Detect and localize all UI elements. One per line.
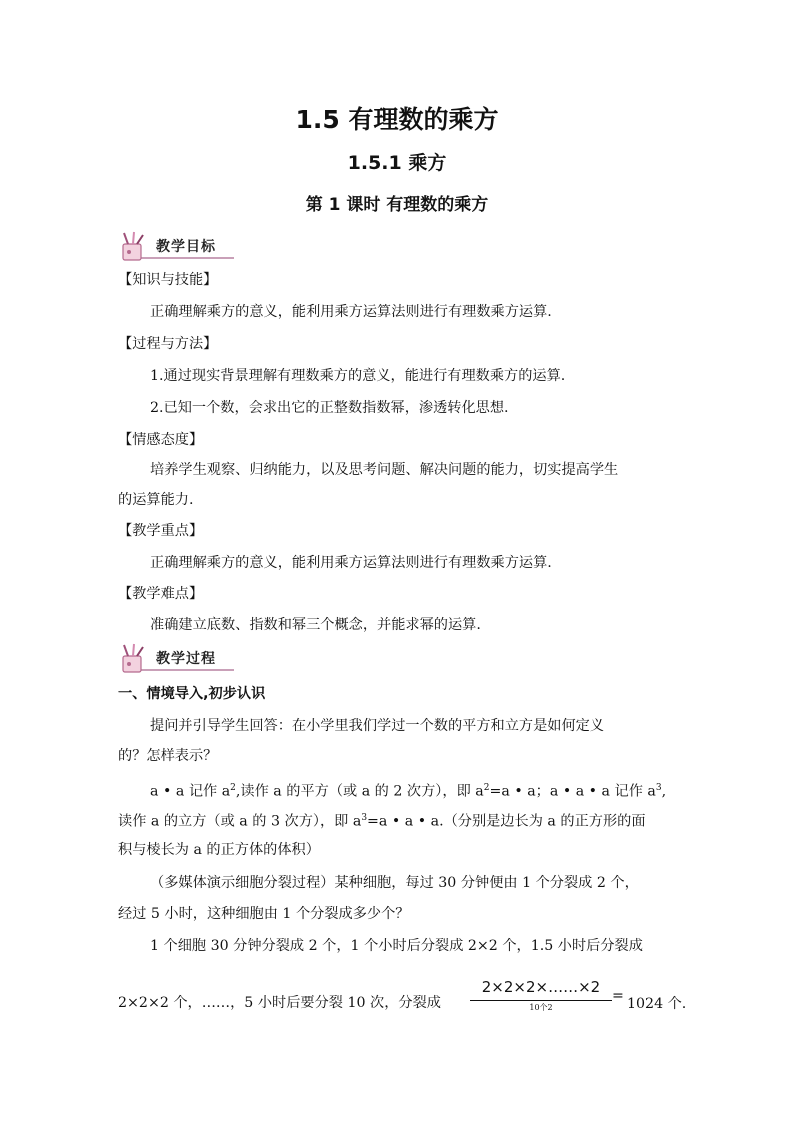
def-text: a • a 记作 a [150,783,231,800]
formula-count-label: 10个2 [529,1003,553,1012]
pencil-cup-icon [118,642,152,676]
formula-numerator: 2×2×2×……×2 [481,978,601,996]
def-text: , [661,783,667,800]
exponent: 3 [655,783,662,793]
def-text: 读作 a 的立方（或 a 的 3 次方），即 a [118,813,362,830]
exponent: 2 [230,783,236,793]
process-banner [118,642,243,676]
focus-label: 【教学重点】 [118,523,204,539]
definition-line-1 [150,778,666,802]
question-line-2: 的？怎样表示？ [118,748,218,764]
pencil-cup-icon [118,230,152,264]
banner-label: 教学目标 [156,239,216,255]
difficulty-label: 【教学难点】 [118,586,204,602]
process-method-item-1: 1.通过现实背景理解有理数乘方的意义，能进行有理数乘方的运算. [150,368,566,384]
process-method-item-2: 2.已知一个数，会求出它的正整数指数幂，渗透转化思想. [150,400,509,416]
exponent: 2 [483,783,490,793]
attitude-line-2: 的运算能力. [118,492,194,508]
def-text: =a • a；a • a • a 记作 a [489,783,656,800]
difficulty-text: 准确建立底数、指数和幂三个概念，并能求幂的运算. [150,617,481,633]
question-line-1: 提问并引导学生回答：在小学里我们学过一个数的平方和立方是如何定义 [150,718,605,734]
answer-line-2-start: 2×2×2 个，……，5 小时后要分裂 10 次，分裂成 [118,995,441,1011]
part1-title: 一、情境导入,初步认识 [118,686,266,702]
answer-result: 1024 个. [627,996,687,1012]
subsection-title: 1.5.1 乘方 [347,152,447,174]
knowledge-text: 正确理解乘方的意义，能利用乘方运算法则进行有理数乘方运算. [150,304,552,320]
knowledge-label: 【知识与技能】 [118,272,218,288]
focus-text: 正确理解乘方的意义，能利用乘方运算法则进行有理数乘方运算. [150,555,552,571]
product-formula [470,978,620,1018]
definition-line-2 [118,808,646,832]
attitude-label: 【情感态度】 [118,432,204,448]
equals-sign: = [612,988,624,1004]
section-title: 1.5 有理数的乘方 [295,105,499,134]
formula-underbrace [470,1000,612,1001]
lesson-title: 第 1 课时 有理数的乘方 [305,195,489,215]
objectives-banner [118,230,243,264]
process-method-label: 【过程与方法】 [118,336,218,352]
definition-line-3: 积与棱长为 a 的正方体的体积） [118,842,320,858]
cell-question-line-1: （多媒体演示细胞分裂过程）某种细胞，每过 30 分钟便由 1 个分裂成 2 个， [150,875,639,891]
exponent: 3 [361,813,368,823]
def-text: ,读作 a 的平方（或 a 的 2 次方），即 a [235,783,484,800]
def-text: =a • a • a.（分别是边长为 a 的正方形的面 [367,813,646,830]
banner-label: 教学过程 [156,651,216,667]
attitude-line-1: 培养学生观察、归纳能力，以及思考问题、解决问题的能力，切实提高学生 [150,462,619,478]
cell-question-line-2: 经过 5 小时，这种细胞由 1 个分裂成多少个？ [118,906,410,922]
answer-line-1: 1 个细胞 30 分钟分裂成 2 个，1 个小时后分裂成 2×2 个，1.5 小时后分裂成 [150,938,643,954]
